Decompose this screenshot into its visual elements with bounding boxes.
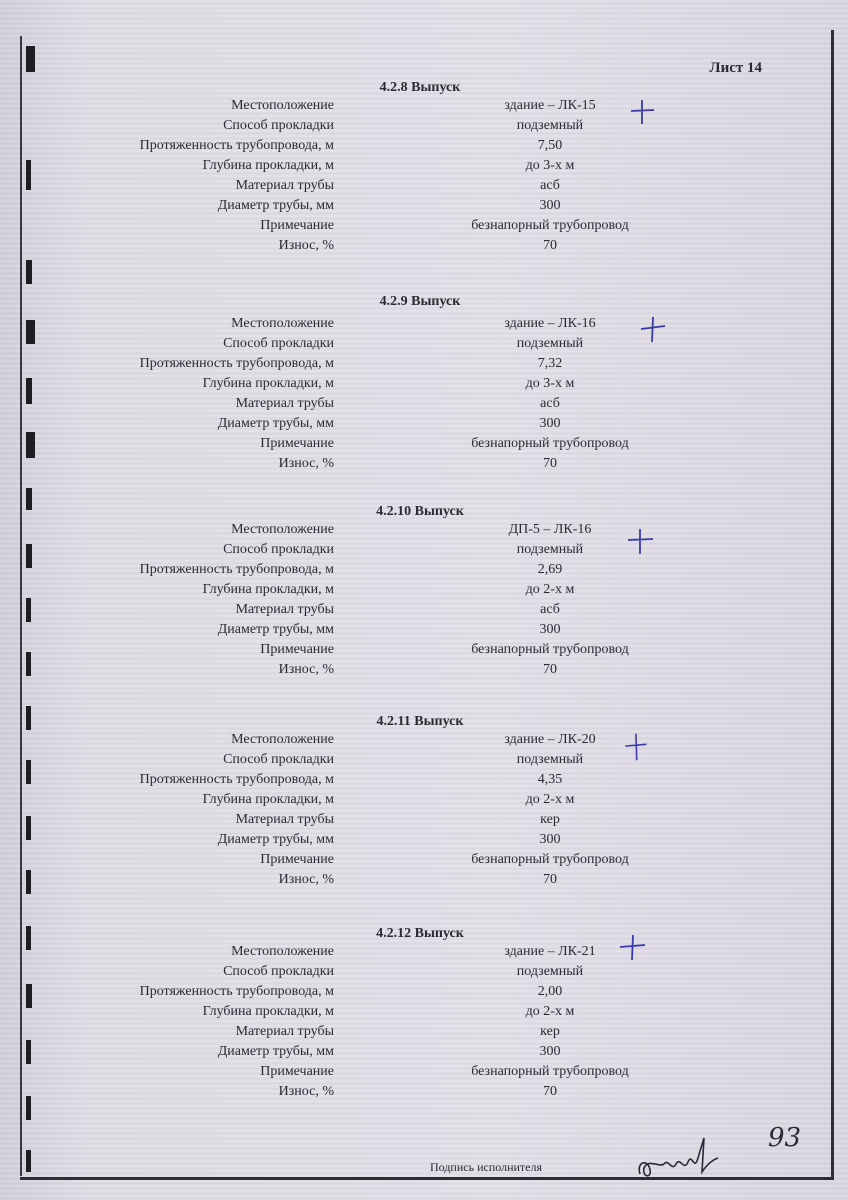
handwritten-page-number	[764, 1118, 814, 1154]
field-label: Способ прокладки	[223, 964, 334, 979]
field-value: здание – ЛК-20	[504, 732, 596, 747]
field-value: 2,69	[537, 562, 563, 577]
field-value: 70	[543, 872, 557, 887]
field-label: Способ прокладки	[223, 542, 334, 557]
field-label: Примечание	[260, 1064, 334, 1079]
field-label: Диаметр трубы, мм	[217, 416, 334, 431]
field-row	[0, 580, 848, 600]
field-label: Протяженность трубопровода, м	[139, 562, 334, 577]
field-value: асб	[540, 396, 560, 411]
binding-mark	[26, 1150, 31, 1172]
field-row	[0, 810, 848, 830]
field-row	[0, 434, 848, 454]
section-heading: 4.2.8 Выпуск	[379, 80, 461, 95]
field-row	[0, 1002, 848, 1022]
field-value: 7,32	[537, 356, 563, 371]
field-label: Износ, %	[278, 456, 334, 471]
field-value: безнапорный трубопровод	[471, 642, 629, 657]
field-row	[0, 236, 848, 256]
field-row	[0, 374, 848, 394]
field-row	[0, 216, 848, 236]
field-label: Примечание	[260, 218, 334, 233]
field-row	[0, 640, 848, 660]
binding-mark	[26, 488, 32, 510]
field-value: 300	[539, 198, 561, 213]
field-label: Диаметр трубы, мм	[217, 1044, 334, 1059]
field-row	[0, 176, 848, 196]
field-value: 300	[539, 1044, 561, 1059]
field-value: подземный	[516, 336, 584, 351]
field-row	[0, 660, 848, 680]
field-value: безнапорный трубопровод	[471, 436, 629, 451]
field-value: подземный	[516, 542, 584, 557]
field-value: 70	[543, 238, 557, 253]
field-label: Местоположение	[231, 732, 334, 747]
field-label: Протяженность трубопровода, м	[139, 772, 334, 787]
field-row	[0, 196, 848, 216]
field-row	[0, 540, 848, 560]
field-label: Глубина прокладки, м	[202, 1004, 334, 1019]
field-value: до 3-х м	[525, 376, 575, 391]
section-heading: 4.2.9 Выпуск	[379, 294, 461, 309]
field-label: Местоположение	[231, 98, 334, 113]
field-row	[0, 354, 848, 374]
field-value: кер	[540, 812, 560, 827]
field-value: безнапорный трубопровод	[471, 852, 629, 867]
field-label: Протяженность трубопровода, м	[139, 356, 334, 371]
field-label: Способ прокладки	[223, 752, 334, 767]
field-row	[0, 870, 848, 890]
field-label: Примечание	[260, 436, 334, 451]
field-label: Материал трубы	[235, 812, 334, 827]
field-value: 2,00	[537, 984, 563, 999]
field-value: здание – ЛК-21	[504, 944, 596, 959]
field-label: Материал трубы	[235, 1024, 334, 1039]
field-value: 300	[539, 416, 561, 431]
field-label: Материал трубы	[235, 602, 334, 617]
field-value: подземный	[516, 964, 584, 979]
field-label: Примечание	[260, 642, 334, 657]
field-row	[0, 394, 848, 414]
field-label: Диаметр трубы, мм	[217, 832, 334, 847]
section-heading: 4.2.12 Выпуск	[376, 926, 464, 941]
field-row	[0, 730, 848, 750]
field-value: до 3-х м	[525, 158, 575, 173]
field-value: подземный	[516, 752, 584, 767]
field-row	[0, 982, 848, 1002]
field-value: здание – ЛК-16	[504, 316, 596, 331]
field-value: асб	[540, 178, 560, 193]
binding-mark	[26, 46, 35, 72]
field-value: до 2-х м	[525, 792, 575, 807]
field-row	[0, 560, 848, 580]
field-row	[0, 600, 848, 620]
signature-scribble	[634, 1128, 724, 1180]
field-value: 70	[543, 1084, 557, 1099]
field-row	[0, 116, 848, 136]
field-row	[0, 620, 848, 640]
field-label: Способ прокладки	[223, 118, 334, 133]
field-value: ДП-5 – ЛК-16	[508, 522, 592, 537]
field-label: Местоположение	[231, 316, 334, 331]
field-value: до 2-х м	[525, 1004, 575, 1019]
section-heading: 4.2.11 Выпуск	[376, 714, 464, 729]
field-label: Диаметр трубы, мм	[217, 198, 334, 213]
field-value: подземный	[516, 118, 584, 133]
section-heading: 4.2.10 Выпуск	[376, 504, 464, 519]
field-label: Протяженность трубопровода, м	[139, 138, 334, 153]
field-row	[0, 156, 848, 176]
field-label: Местоположение	[231, 522, 334, 537]
field-value: 300	[539, 832, 561, 847]
field-row	[0, 96, 848, 116]
field-label: Материал трубы	[235, 178, 334, 193]
field-value: 70	[543, 662, 557, 677]
field-label: Материал трубы	[235, 396, 334, 411]
page-number-text: 93	[768, 1123, 802, 1153]
field-row	[0, 1042, 848, 1062]
field-row	[0, 520, 848, 540]
signature-label: Подпись исполнителя	[430, 1160, 542, 1174]
field-label: Диаметр трубы, мм	[217, 622, 334, 637]
field-label: Способ прокладки	[223, 336, 334, 351]
field-value: 4,35	[537, 772, 563, 787]
field-value: 70	[543, 456, 557, 471]
field-value: безнапорный трубопровод	[471, 218, 629, 233]
field-label: Глубина прокладки, м	[202, 792, 334, 807]
field-label: Примечание	[260, 852, 334, 867]
field-row	[0, 962, 848, 982]
field-label: Местоположение	[231, 944, 334, 959]
sheet-number: Лист 14	[709, 60, 762, 76]
field-row	[0, 942, 848, 962]
field-row	[0, 334, 848, 354]
field-value: до 2-х м	[525, 582, 575, 597]
field-row	[0, 1062, 848, 1082]
field-row	[0, 314, 848, 334]
field-row	[0, 454, 848, 474]
field-row	[0, 1022, 848, 1042]
field-value: здание – ЛК-15	[504, 98, 596, 113]
field-row	[0, 770, 848, 790]
field-row	[0, 850, 848, 870]
field-label: Глубина прокладки, м	[202, 158, 334, 173]
field-value: безнапорный трубопровод	[471, 1064, 629, 1079]
field-row	[0, 750, 848, 770]
binding-mark	[26, 260, 32, 284]
field-row	[0, 1082, 848, 1102]
field-row	[0, 830, 848, 850]
field-label: Глубина прокладки, м	[202, 582, 334, 597]
field-value: 7,50	[537, 138, 563, 153]
field-row	[0, 414, 848, 434]
field-label: Износ, %	[278, 238, 334, 253]
binding-mark	[26, 706, 31, 730]
field-label: Износ, %	[278, 1084, 334, 1099]
field-label: Износ, %	[278, 872, 334, 887]
field-label: Глубина прокладки, м	[202, 376, 334, 391]
field-value: асб	[540, 602, 560, 617]
field-value: 300	[539, 622, 561, 637]
field-label: Протяженность трубопровода, м	[139, 984, 334, 999]
field-row	[0, 136, 848, 156]
field-value: кер	[540, 1024, 560, 1039]
field-label: Износ, %	[278, 662, 334, 677]
field-row	[0, 790, 848, 810]
